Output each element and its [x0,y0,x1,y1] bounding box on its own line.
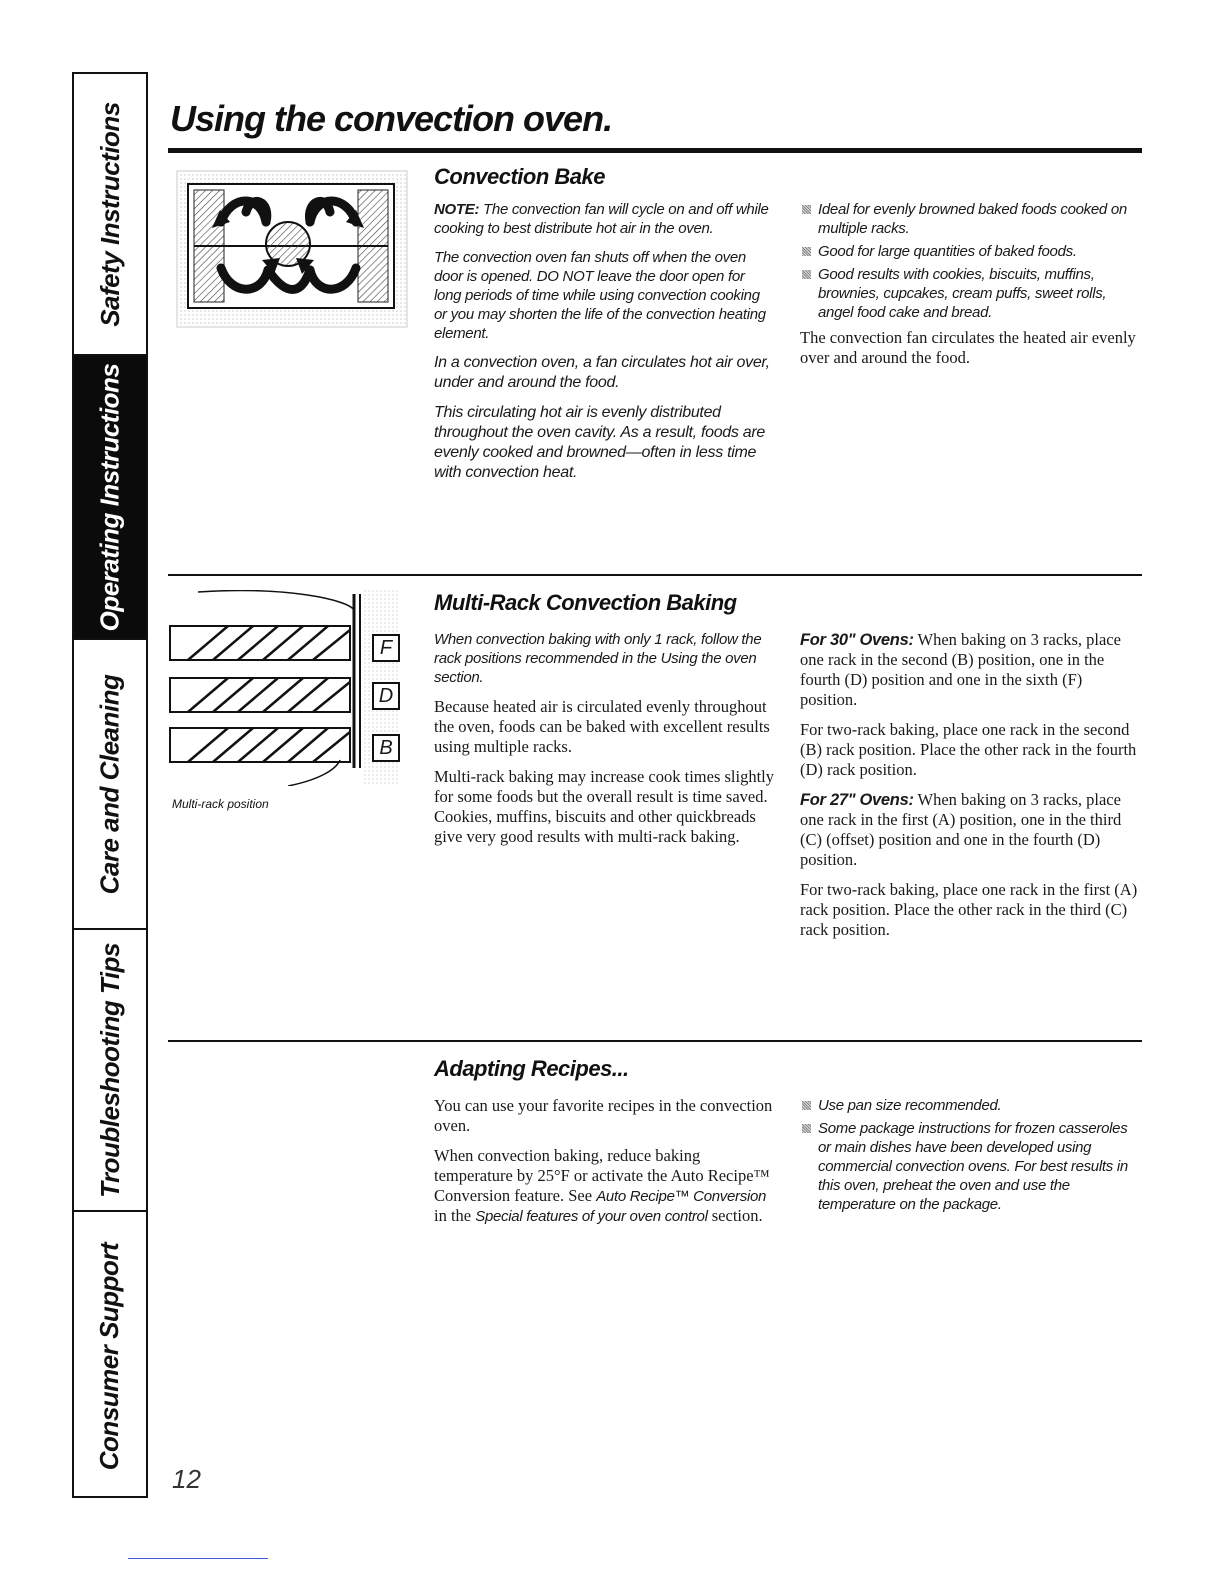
convection-bake-col1 [434,200,774,493]
list-item: Some package instructions for frozen casseroles or main dishes have been developed using commercial convection ovens. For best results in this oven, preheat the oven and use the temperature on the package. [800,1119,1140,1214]
multi-rack-col2 [800,630,1140,950]
tab-safety-instructions[interactable] [74,74,146,356]
page-number: 12 [172,1464,201,1494]
multi-rack-col1 [434,630,774,857]
tab-label: Safety Instructions [94,101,125,327]
ovens30-two-rack: For two-rack baking, place one rack in the second (B) rack position. Place the other rack in the fourth (D) rack position. [800,720,1137,779]
ovens30-label: For 30" Ovens: [800,631,914,649]
tab-care-and-cleaning[interactable] [74,640,146,930]
ovens27-label: For 27" Ovens: [800,791,914,809]
adapting-col2 [800,1096,1140,1220]
note-label: NOTE: [434,201,480,218]
adapting-tips-list [800,1096,1140,1214]
list-item: Ideal for evenly browned baked foods cooked on multiple racks. [800,200,1140,238]
footer-line [128,1558,268,1559]
cook-times-paragraph: Multi-rack baking may increase cook times slightly for some foods but the overall result is time saved. Cookies, muffins, biscuits and other quickbreads give very good results with multi-rack baking. [434,767,774,846]
section-divider [168,574,1142,576]
convection-bake-col2 [800,200,1140,378]
note-paragraph [434,200,774,238]
fan-circulates-paragraph: In a convection oven, a fan circulates hot air over, under and around the food. [434,354,770,391]
title-rule [168,148,1142,153]
adapting-col1 [434,1096,774,1236]
reduce-temperature-paragraph [434,1146,774,1226]
page-title: Using the convection oven. [170,98,613,139]
fan-heated-air-paragraph: The convection fan circulates the heated air evenly over and around the food. [800,328,1136,367]
ovens30-paragraph [800,630,1140,710]
note-text: The convection fan will cycle on and off while cooking to best distribute hot air in the oven. [434,201,769,237]
ovens27-two-rack: For two-rack baking, place one rack in the first (A) rack position. Place the other rack in the third (C) rack position. [800,880,1138,939]
ovens27-paragraph [800,790,1140,870]
distributed-paragraph: This circulating hot air is evenly distributed throughout the oven cavity. As a result, foods are evenly cooked and browned—often in less time with convection heat. [434,404,765,481]
tab-label: Consumer Support [94,1242,125,1470]
tab-label: Troubleshooting Tips [94,942,125,1198]
special-features-reference: Special features of your oven control [475,1208,708,1225]
multi-rack-caption: Multi-rack position [172,797,269,811]
convection-benefits-list [800,200,1140,322]
list-item: Good for large quantities of baked foods. [800,242,1140,261]
rack-label-b: B [372,734,400,762]
tab-label: Operating Instructions [94,363,125,631]
favorite-recipes-paragraph: You can use your favorite recipes in the convection oven. [434,1096,773,1135]
list-item: Good results with cookies, biscuits, muffins, brownies, cupcakes, cream puffs, sweet rolls, angel food cake and bread. [800,265,1140,322]
tab-consumer-support[interactable] [74,1212,146,1500]
auto-recipe-reference: Auto Recipe™ Conversion [596,1188,767,1205]
tab-operating-instructions[interactable] [74,356,146,640]
heated-air-paragraph: Because heated air is circulated evenly throughout the oven, foods can be baked with excellent results using multiple racks. [434,697,770,756]
convection-bake-title: Convection Bake [434,164,605,189]
sidebar-divider [146,72,148,1498]
multi-rack-title: Multi-Rack Convection Baking [434,590,737,615]
rack-label-f: F [372,634,400,662]
tab-troubleshooting-tips[interactable] [74,930,146,1212]
fan-shutoff-paragraph: The convection oven fan shuts off when the oven door is opened. DO NOT leave the door open for long periods of time while using convection cooking or you may shorten the life of the convection heating element. [434,249,766,342]
reduce-text: section. [707,1206,763,1225]
section-divider [168,1040,1142,1042]
single-rack-intro: When convection baking with only 1 rack, follow the rack positions recommended in the Using the oven section. [434,631,762,686]
ovens27-text: When baking on 3 racks, place one rack in the first (A) position, one in the third (C) (offset) position and one in the fourth (D) position. [800,790,1122,869]
list-item: Use pan size recommended. [800,1096,1140,1115]
tab-label: Care and Cleaning [94,674,125,894]
sidebar-tabs [72,72,146,1498]
reduce-text: in the [434,1206,476,1225]
rack-label-d: D [372,682,400,710]
convection-fan-illustration [176,170,408,328]
reduce-text: When convection baking, reduce baking temperature by 25°F or activate the Auto Recipe™ Conversion feature. See [434,1146,770,1205]
multi-rack-illustration [168,590,404,786]
ovens30-text: When baking on 3 racks, place one rack in the second (B) position, one in the fourth (D) position and one in the sixth (F) position. [800,630,1121,709]
adapting-recipes-title: Adapting Recipes... [434,1056,629,1081]
